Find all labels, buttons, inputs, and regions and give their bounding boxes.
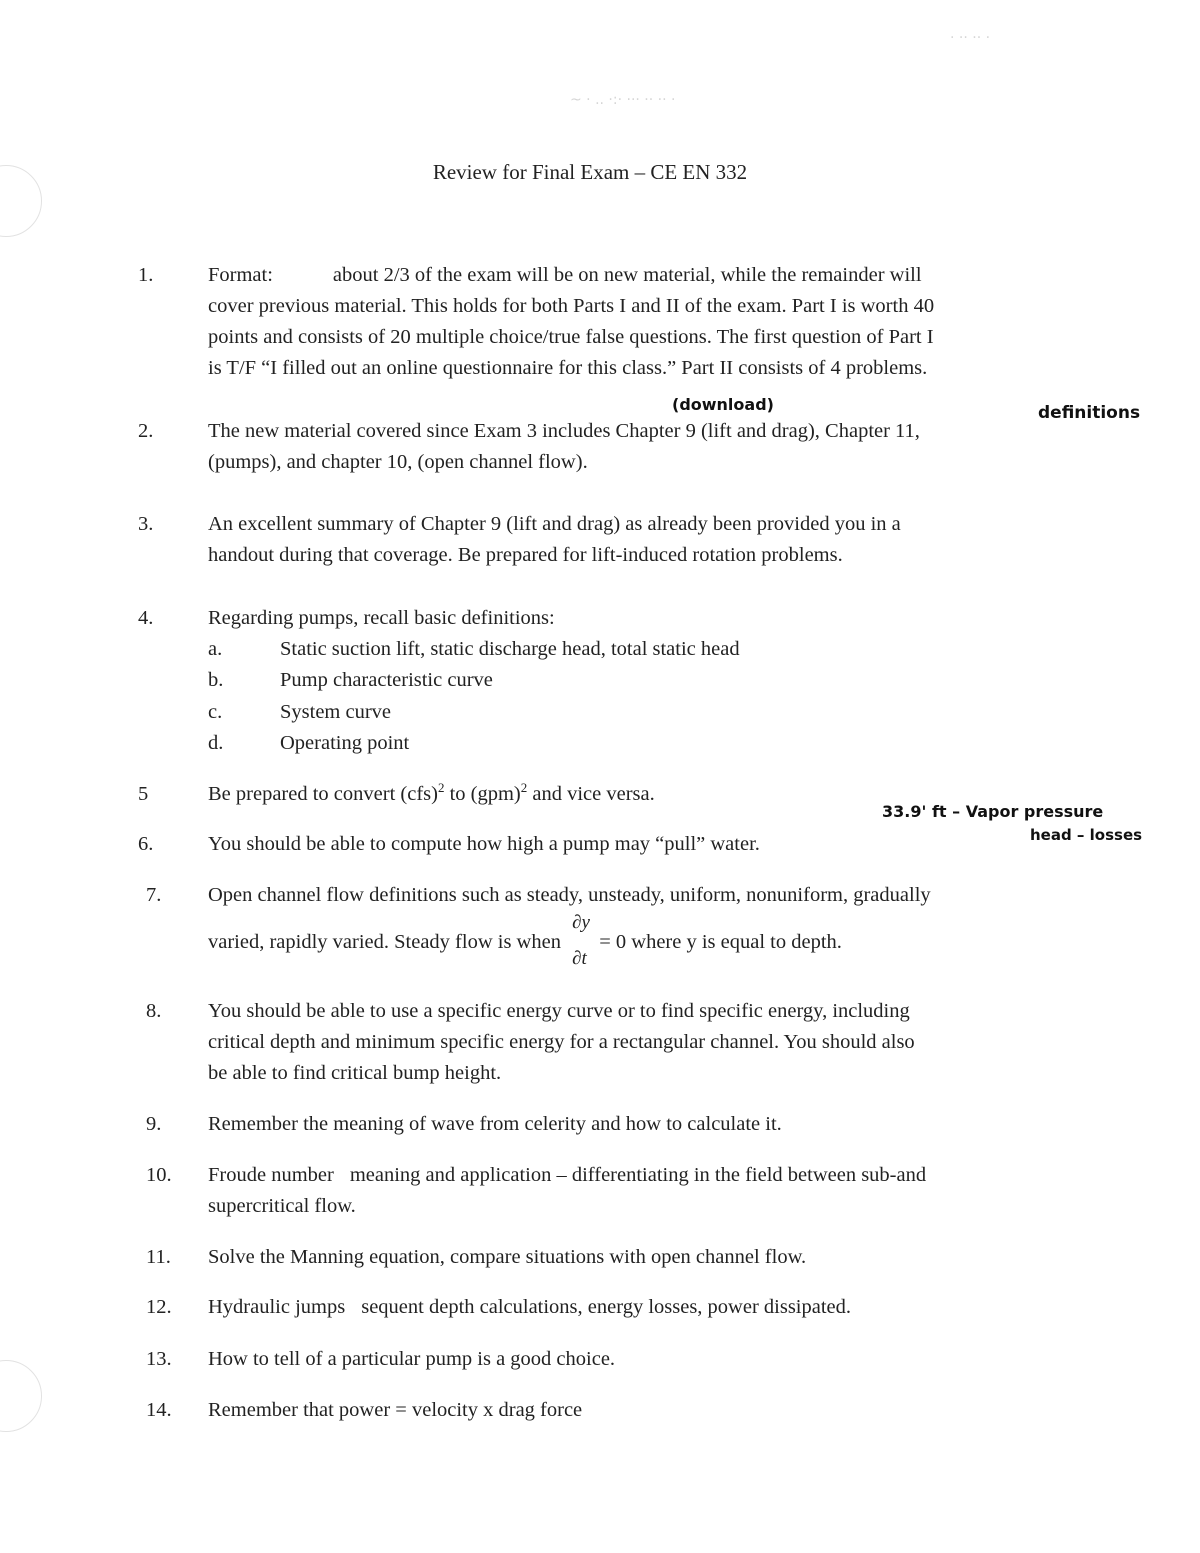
sub-item-letter: b. bbox=[208, 669, 224, 691]
item-number: 1. bbox=[138, 264, 154, 286]
sub-item-letter: d. bbox=[208, 732, 224, 754]
sub-item-letter: a. bbox=[208, 638, 223, 660]
item-number: 9. bbox=[146, 1113, 162, 1135]
item-number: 6. bbox=[138, 833, 154, 855]
document-page: ~ · .. ·:· ··· ·· ·· · · ·· ·· · Review for Final Exam – CE EN 332 1. Format: about 2/3 of the exam will be on new material, while the remainder will cover previous material. This holds for both Parts I and II of the exam. Part I is worth 40 points and consists of 20 multiple choice/true false questions. The first question of Part I is T/F “I filled out an online questionnaire for this class.” Part II consists of 4 problems. (download) definitions 2. The new material covered since Exam 3 includes Chapter 9 (lift and drag), Chapter 11, (pumps), and chapter 10, (open channel flow). 3. An excellent summary of Chapter 9 (lift and drag) as already been provided you in a handout during that coverage. Be prepared for lift-induced rotation problems. 4. Regarding pumps, recall basic definitions: a. Static suction lift, static discharge head, total static head b. Pump characteristic curve c. System curve d. Operating point 5 Be prepared to convert (cfs)$^2$ to (gpm)$^2$ and vice versa. 33.9' ft – Vapor pressure head – losses 6. You should be able to compute how high a pump may “pull” water. 7. Open channel flow definitions such as steady, unsteady, uniform, nonuniform, gradually varied, rapidly varied. Steady flow is when ∂y ∂t = 0 where y is equal to depth. 8. You should be able to use a specific energy curve or to find specific energy, including critical depth and minimum specific energy for a rectangular channel. You should also be able to find critical bump height. 9. Remember the meaning of wave from celerity and how to calculate it. 10. Froude number meaning and application – differentiating in the field between sub-and supercritical flow. 11. Solve the Manning equation, compare situations with open channel flow. 12. Hydraulic jumps sequent depth calculations, energy losses, power dissipated. 13. How to tell of a particular pump is a good choice. 14. Remember that power = velocity x drag force bbox=[0, 0, 1200, 1553]
item-number: 2. bbox=[138, 420, 154, 442]
item-number: 5 bbox=[138, 783, 149, 805]
item-number: 13. bbox=[146, 1348, 172, 1370]
punch-hole-bottom bbox=[0, 1360, 42, 1432]
item-number: 12. bbox=[146, 1296, 172, 1318]
handwritten-annotation-vapor-pressure: 33.9' ft – Vapor pressure bbox=[882, 802, 1104, 821]
scan-bleed-through: · ·· ·· · bbox=[950, 30, 991, 46]
item-label: Froude number bbox=[208, 1164, 334, 1186]
item-number: 14. bbox=[146, 1399, 172, 1421]
item-number: 4. bbox=[138, 607, 154, 629]
item-label: Hydraulic jumps bbox=[208, 1296, 346, 1318]
item-number: 10. bbox=[146, 1164, 172, 1186]
item-number: 8. bbox=[146, 1000, 162, 1022]
partial-derivative-fraction: ∂y ∂t bbox=[572, 912, 590, 970]
scan-bleed-through: ~ · .. ·:· ··· ·· ·· · bbox=[570, 92, 676, 108]
sub-item-letter: c. bbox=[208, 701, 223, 723]
item-label: Format: bbox=[208, 264, 273, 286]
handwritten-annotation-definitions: definitions bbox=[1038, 403, 1141, 423]
page-title: Review for Final Exam – CE EN 332 bbox=[432, 160, 748, 184]
item-number: 3. bbox=[138, 513, 154, 535]
handwritten-annotation-download: (download) bbox=[672, 395, 774, 414]
item-number: 11. bbox=[146, 1246, 171, 1268]
item-number: 7. bbox=[146, 884, 162, 906]
handwritten-annotation-head-losses: head – losses bbox=[1030, 826, 1143, 844]
